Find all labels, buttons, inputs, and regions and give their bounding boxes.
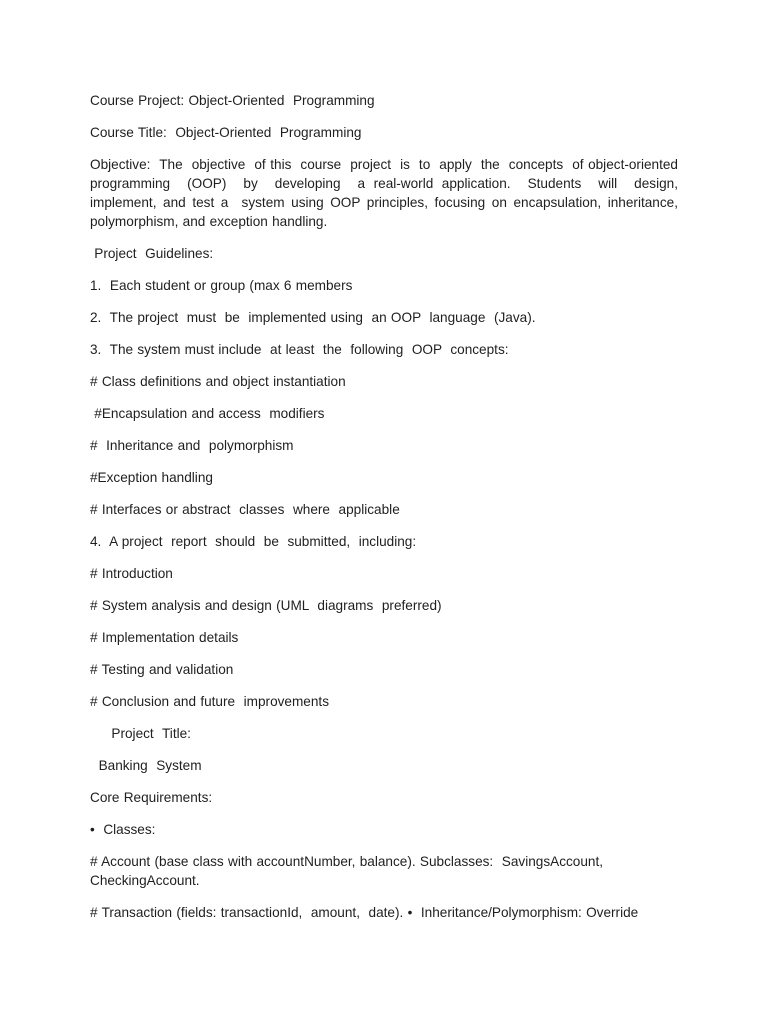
guideline-item-3: 3. The system must include at least the following OOP concepts:	[90, 342, 509, 357]
oop-concept-item: # Class definitions and object instantiation	[90, 374, 346, 389]
report-section-item: # Implementation details	[90, 630, 239, 645]
course-title: Course Title: Object-Oriented Programming	[90, 125, 362, 140]
transaction-class-description: # Transaction (fields: transactionId, amount, date). • Inheritance/Polymorphism: Override	[90, 905, 639, 920]
classes-bullet: • Classes:	[90, 822, 156, 837]
guideline-item-4: 4. A project report should be submitted, including:	[90, 534, 417, 549]
report-section-item: # Introduction	[90, 566, 173, 581]
oop-concept-item: # Interfaces or abstract classes where applicable	[90, 502, 400, 517]
project-title-label: Project Title:	[90, 726, 191, 741]
guidelines-heading: Project Guidelines:	[90, 246, 214, 261]
project-title-value: Banking System	[90, 758, 202, 773]
guideline-item-2: 2. The project must be implemented using an OOP language (Java).	[90, 310, 536, 325]
report-section-item: # Testing and validation	[90, 662, 234, 677]
account-class-description: # Account (base class with accountNumber, balance). Subclasses: SavingsAccount, CheckingAccount.	[90, 854, 608, 888]
project-heading: Course Project: Object-Oriented Programming	[90, 93, 375, 108]
guideline-item-1: 1. Each student or group (max 6 members	[90, 278, 353, 293]
core-requirements-heading: Core Requirements:	[90, 790, 213, 805]
report-section-item: # Conclusion and future improvements	[90, 694, 330, 709]
objective-paragraph: Objective: The objective of this course project is to apply the concepts of object-oriented programming (OOP) by developing a real-world application. Students will design, implement, and test a system using OOP principles, focusing on encapsulation, inheritance, polymorphism, and exception handling.	[90, 157, 683, 229]
oop-concept-item: #Encapsulation and access modifiers	[90, 406, 325, 421]
report-section-item: # System analysis and design (UML diagrams preferred)	[90, 598, 442, 613]
oop-concept-item: #Exception handling	[90, 470, 213, 485]
oop-concept-item: # Inheritance and polymorphism	[90, 438, 294, 453]
